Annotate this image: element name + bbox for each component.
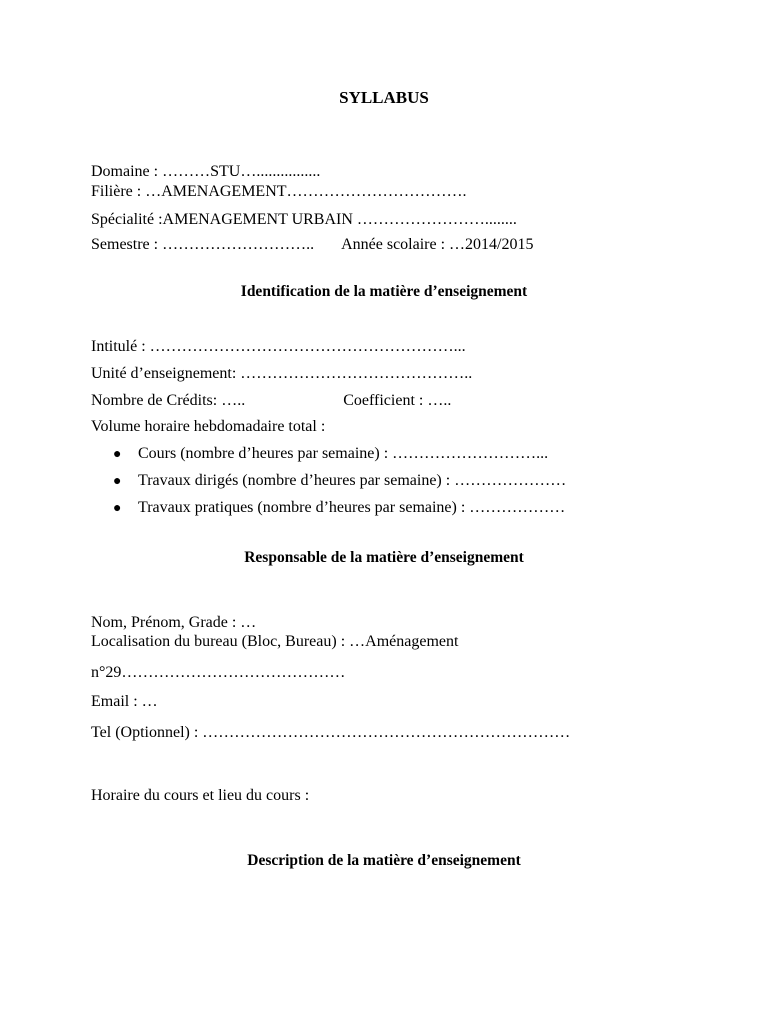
bullet-icon: ● [113,501,122,516]
credits-field: Nombre de Crédits: ….. [91,392,246,409]
volume-line: Volume horaire hebdomadaire total : [91,418,326,435]
unite-line: Unité d’enseignement: …………………………………….. [91,365,473,382]
bullet-item-td [113,471,566,492]
responsable-heading: Responsable de la matière d’enseignement [244,549,524,566]
nom-line: Nom, Prénom, Grade : … [91,614,257,631]
filiere-line: Filière : …AMENAGEMENT……………………………. [91,183,467,200]
localisation-cont-line: n°29…………………………………… [91,664,346,681]
credits-line [91,391,451,411]
bullet-item-tp [113,498,565,519]
specialite-line: Spécialité :AMENAGEMENT URBAIN ……………………........ [91,211,517,228]
tel-line: Tel (Optionnel) : …………………………………………………………… [91,724,571,741]
bullet-icon: ● [113,474,122,489]
coefficient-field: Coefficient : ….. [343,392,452,409]
localisation-line: Localisation du bureau (Bloc, Bureau) : …Aménagement [91,633,459,650]
identification-heading: Identification de la matière d’enseignement [240,283,528,300]
horaire-line: Horaire du cours et lieu du cours : [91,787,310,804]
bullet-text: Travaux dirigés (nombre d’heures par semaine) : ………………… [138,472,567,489]
document-title: SYLLABUS [339,88,429,107]
semestre-field: Semestre : ……………………….. [91,236,315,253]
domaine-line: Domaine : ………STU…................ [91,163,321,180]
bullet-icon: ● [113,447,122,462]
description-heading: Description de la matière d’enseignement [247,852,521,869]
bullet-text: Travaux pratiques (nombre d’heures par semaine) : ……………… [138,499,566,516]
bullet-item-cours [113,444,548,465]
bullet-text: Cours (nombre d’heures par semaine) : ………………………... [138,445,549,462]
intitule-line: Intitulé : …………………………………………………... [91,338,466,355]
annee-scolaire-field: Année scolaire : …2014/2015 [341,236,534,253]
semestre-line [91,235,534,255]
email-line: Email : … [91,693,158,710]
